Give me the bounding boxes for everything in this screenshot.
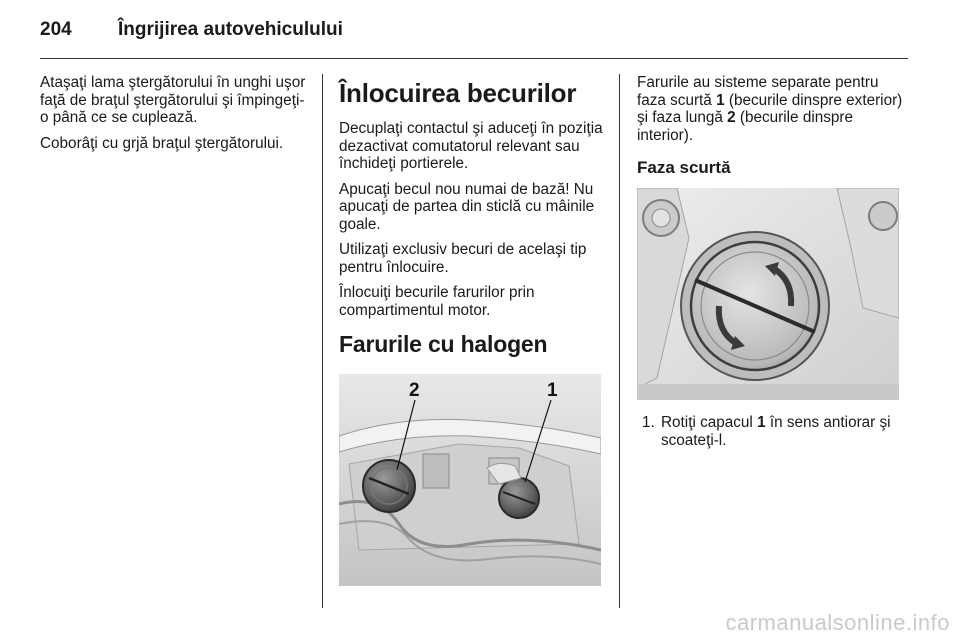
section-heading-bulb-replacement: Înlocuirea becurilor [339,78,577,108]
column-divider-2 [619,74,620,608]
callout-label-1: 1 [547,380,558,401]
ignition-off-paragraph: Decuplaţi contactul şi aduceţi în poziţia dezactivat comutatorul relevant sau închideţi portierele. [339,120,603,172]
corner-fitting-left-inner [652,209,670,227]
column-divider-1 [322,74,323,608]
wiper-lower-paragraph: Coborâţi cu grjă braţul ştergătorului. [40,134,284,152]
callout-label-2: 2 [409,380,420,401]
bracket-1 [423,454,449,488]
corner-fitting-right [869,202,897,230]
beam-systems-paragraph: Farurile au sisteme separate pentru faza scurtă 1 (becurile dinspre exterior) şi faza lungă 2 (becurile dinspre interior). [637,74,903,144]
watermark: carmanualsonline.info [725,610,950,635]
subheading-halogen-headlights: Farurile cu halogen [339,331,548,357]
engine-compartment-paragraph: Înlocuiţi becurile farurilor prin compartimentul motor. [339,284,535,319]
header-divider [40,58,908,59]
column-right [637,74,903,449]
same-type-paragraph: Utilizaţi exclusiv becuri de acelaşi tip pentru înlocuire. [339,241,587,276]
page-header [0,0,960,62]
steps-list [637,414,903,449]
hold-bulb-paragraph: Apucaţi becul nou numai de bază! Nu apucaţi de partea din sticlă cu mâinile goale. [339,180,595,233]
column-middle [339,74,605,586]
housing-bottom [637,384,899,400]
heading-low-beam: Faza scurtă [637,158,731,177]
column-left [40,74,312,160]
low-beam-cap-figure [637,188,899,400]
step-1: 1. Rotiţi capacul 1 în sens antiorar şi scoateţi-l. [659,414,903,449]
page-number: 204 [40,19,72,40]
chapter-title: Îngrijirea autovehiculului [118,19,343,40]
wiper-attach-paragraph: Ataşaţi lama ştergătorului în unghi uşor faţă de braţul ştergătorului şi împingeţi-o până ce se cuplează. [40,74,306,126]
halogen-headlight-figure [339,374,601,586]
